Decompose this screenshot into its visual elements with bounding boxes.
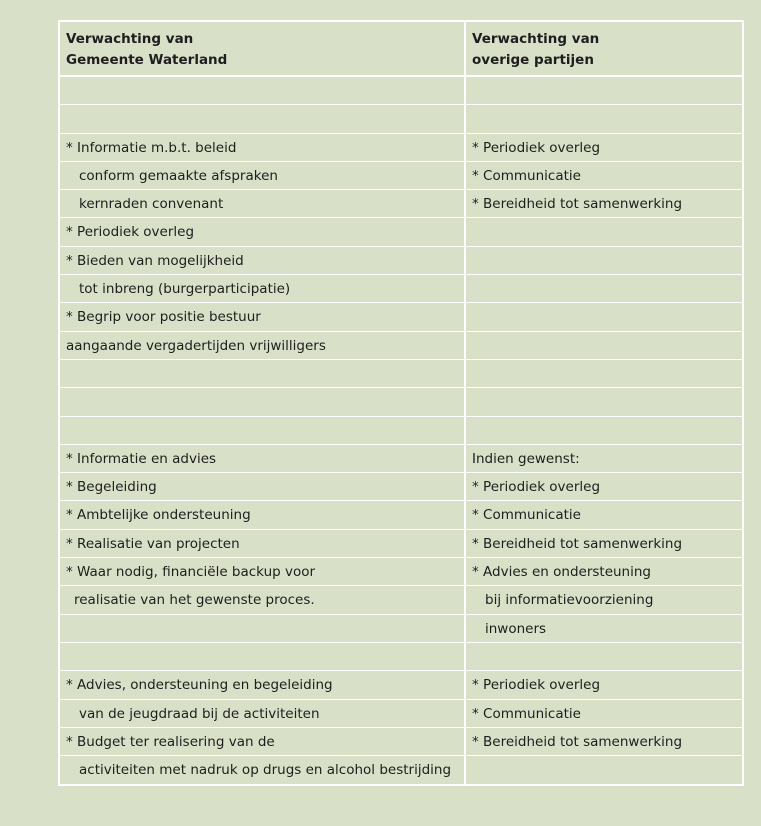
table-row [60,275,742,303]
cell-right: bij informatievoorziening [485,592,654,609]
table-row [60,671,742,699]
cell-left [60,615,466,642]
table-row [60,105,742,133]
cell-left [60,77,466,104]
cell-left [60,388,466,415]
cell-right: * Communicatie [472,167,581,184]
cell-left [60,417,466,444]
cell-left: * Bieden van mogelijkheid [60,247,466,274]
cell-left: * Begrip voor positie bestuur [60,303,466,330]
table-row [60,473,742,501]
cell-left [60,360,466,387]
table-row [60,615,742,643]
cell-right [466,332,742,359]
cell-left [60,643,466,670]
table-row [60,728,742,756]
cell-left: tot inbreng (burgerparticipatie) [60,275,466,302]
table-row [60,134,742,162]
cell-right [466,643,742,670]
table-row [60,360,742,388]
table-row [60,643,742,671]
header-col-gemeente [60,22,466,75]
table-row [60,530,742,558]
cell-right: * Periodiek overleg [472,139,601,156]
table-header [60,22,742,77]
cell-right: * Advies en ondersteuning [472,564,651,581]
cell-left: * Budget ter realisering van de [60,728,466,755]
table-row [60,445,742,473]
header-col-overige [466,22,742,75]
table-row [60,190,742,218]
header-col2-line2: overige partijen [472,52,594,68]
table-row [60,756,742,784]
table-row [60,332,742,360]
table-row [60,501,742,529]
table-row [60,247,742,275]
cell-left: * Begeleiding [60,473,466,500]
table-row [60,700,742,728]
cell-right [466,105,742,132]
table-row [60,388,742,416]
cell-left: kernraden convenant [60,190,466,217]
cell-right [466,417,742,444]
table-row [60,558,742,586]
expectations-table [58,20,744,786]
cell-left: conform gemaakte afspraken [60,162,466,189]
cell-right [466,756,742,784]
header-col1-line1: Verwachting van [66,31,194,47]
header-col1-line2: Gemeente Waterland [66,52,228,68]
cell-left: aangaande vergadertijden vrijwilligers [60,332,466,359]
cell-right: * Bereidheid tot samenwerking [472,196,683,213]
cell-right [466,77,742,104]
cell-right [466,275,742,302]
cell-left: * Informatie m.b.t. beleid [60,134,466,161]
cell-right: * Communicatie [472,705,581,722]
cell-right [466,247,742,274]
cell-left [60,105,466,132]
cell-left: activiteiten met nadruk op drugs en alcohol bestrijding [60,756,466,784]
cell-right: inwoners [485,620,547,637]
cell-right: * Bereidheid tot samenwerking [472,733,683,750]
cell-right [466,360,742,387]
cell-right [466,303,742,330]
table-row [60,586,742,614]
cell-right: * Communicatie [472,507,581,524]
header-col2-line1: Verwachting van [472,31,600,47]
table-row [60,162,742,190]
cell-left: * Advies, ondersteuning en begeleiding [60,671,466,698]
table-row [60,218,742,246]
cell-left: * Ambtelijke ondersteuning [60,501,466,528]
table-row [60,303,742,331]
cell-left: * Waar nodig, financiële backup voor [60,558,466,585]
table-row [60,417,742,445]
cell-right: Indien gewenst: [472,450,580,467]
cell-left: realisatie van het gewenste proces. [60,586,466,613]
cell-right: * Periodiek overleg [472,479,601,496]
cell-left: * Periodiek overleg [60,218,466,245]
cell-left: * Realisatie van projecten [60,530,466,557]
table-row [60,77,742,105]
cell-right [466,388,742,415]
cell-right [466,218,742,245]
cell-right: * Bereidheid tot samenwerking [472,535,683,552]
cell-left: * Informatie en advies [60,445,466,472]
cell-left: van de jeugdraad bij de activiteiten [60,700,466,727]
cell-right: * Periodiek overleg [472,677,601,694]
